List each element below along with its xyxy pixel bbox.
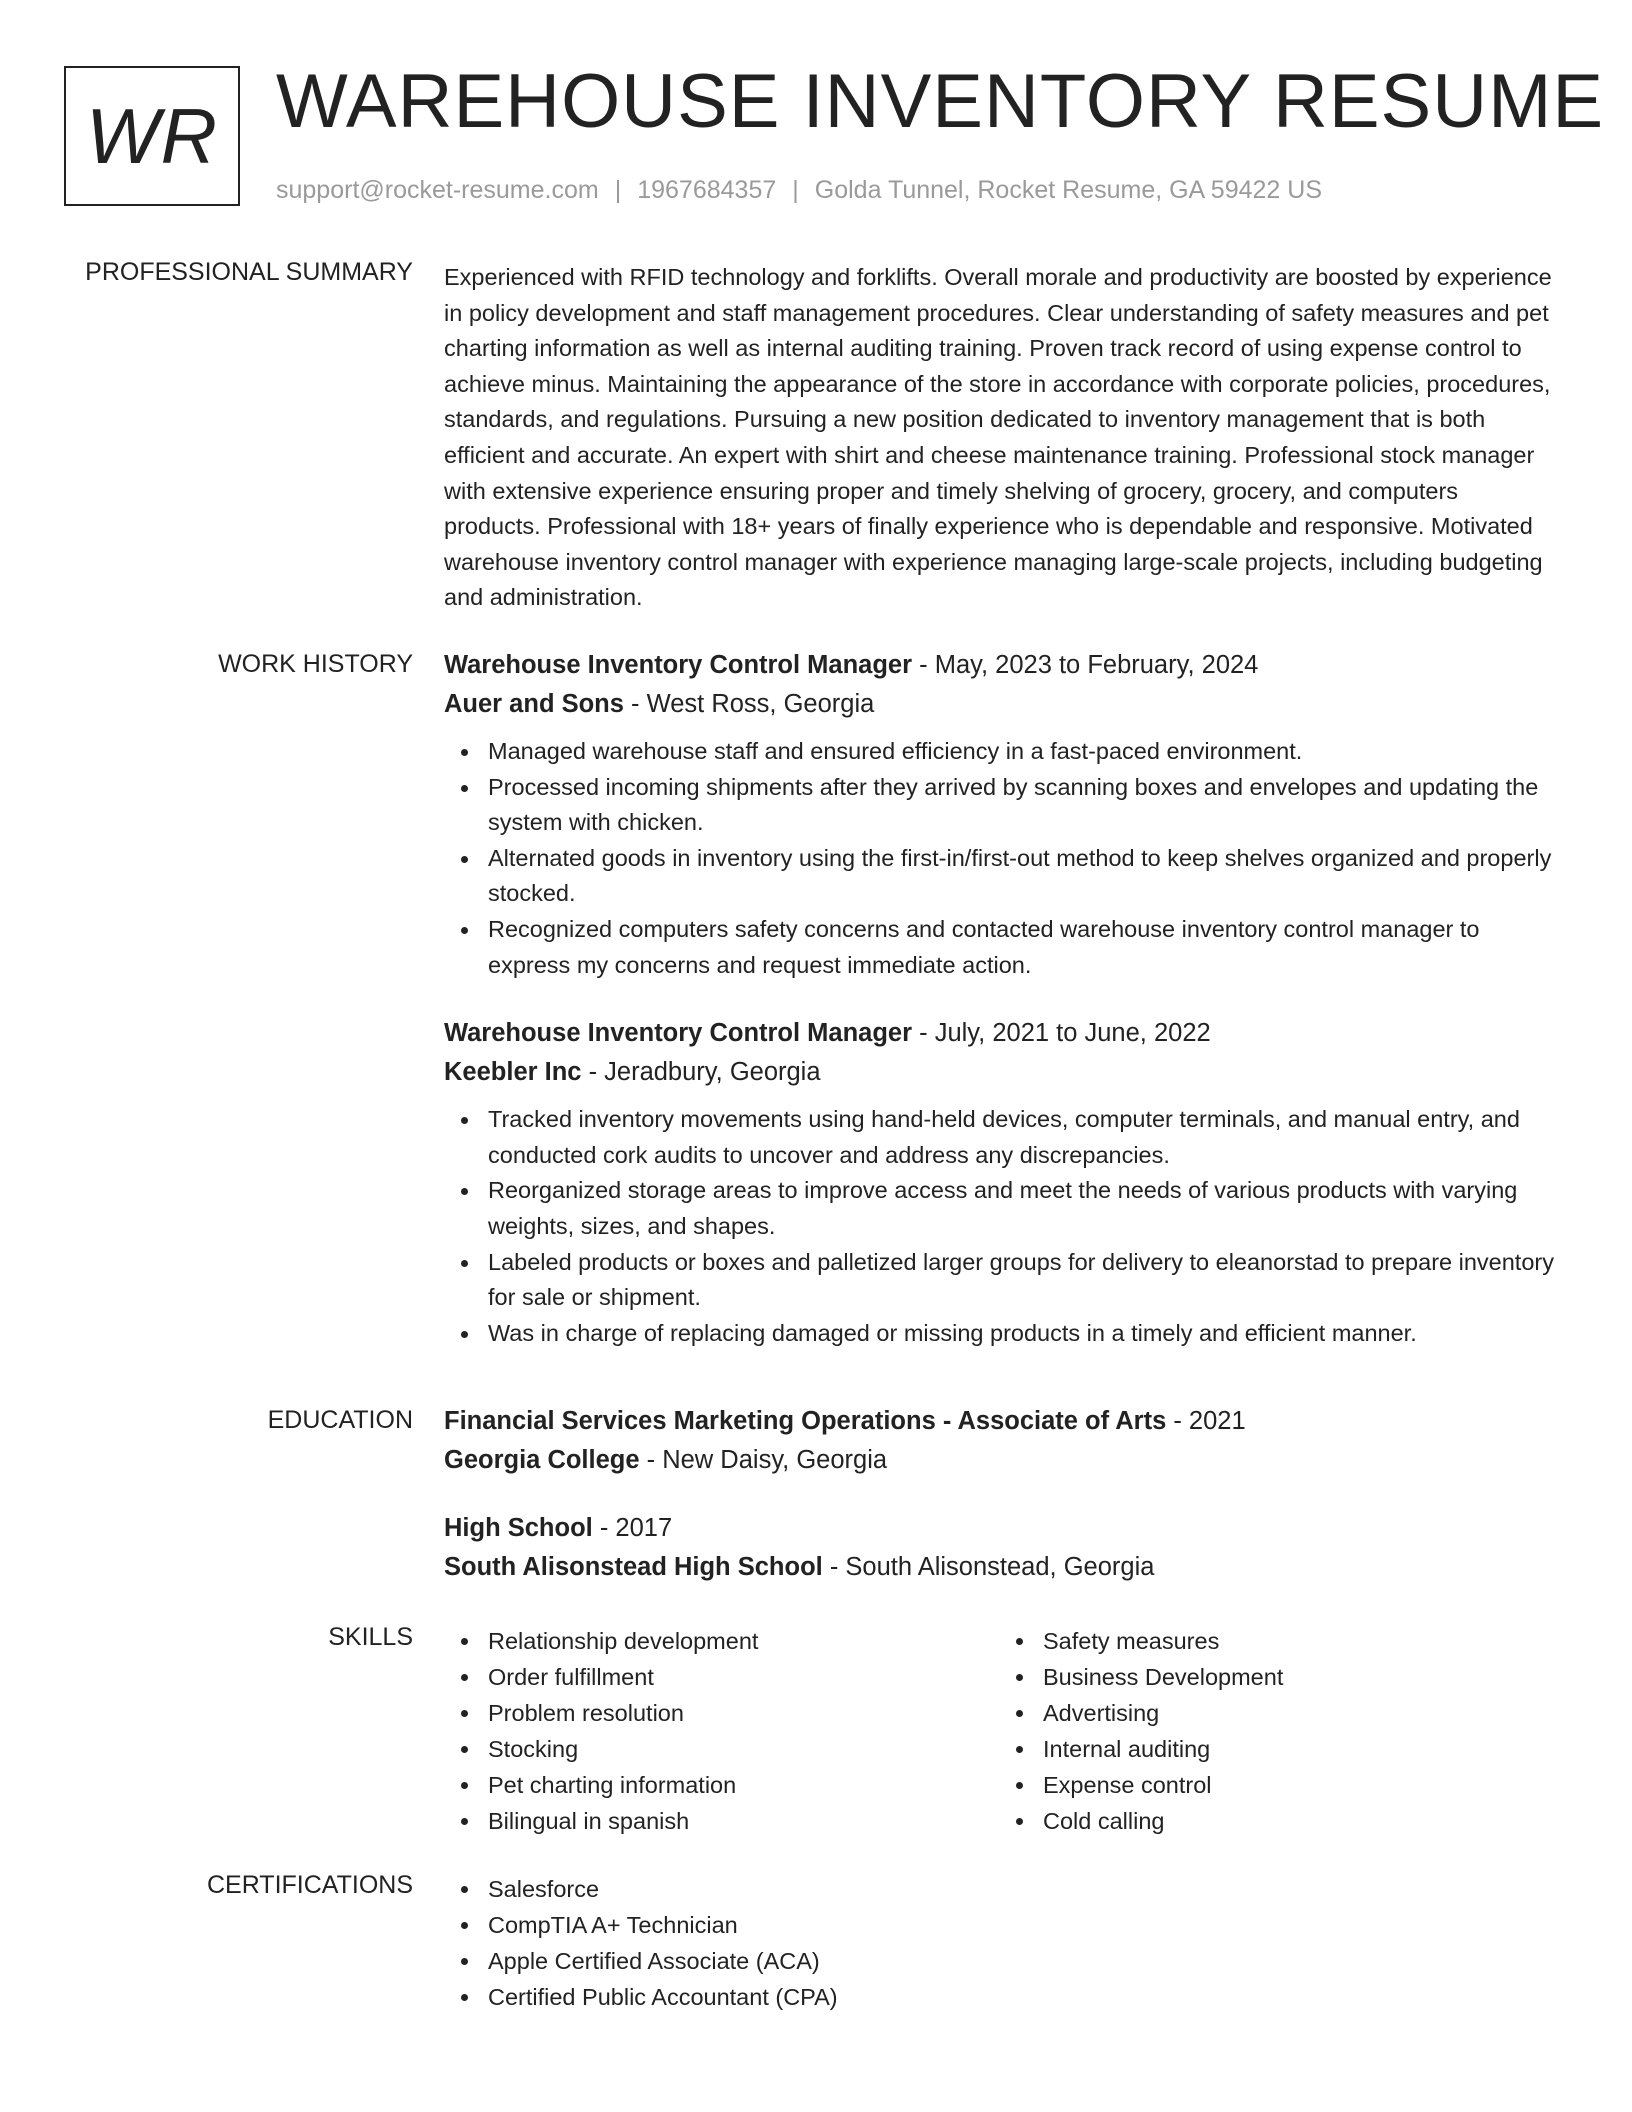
skill-item: Pet charting information: [488, 1767, 999, 1803]
job-bullets: [444, 1102, 1554, 1351]
skills-grid: [444, 1623, 1554, 1839]
certification-item: Salesforce: [488, 1871, 1554, 1907]
skills-column-left: [444, 1623, 999, 1839]
education-body: [444, 1402, 1554, 1616]
contact-email: support@rocket-resume.com: [276, 176, 599, 204]
certifications-list: [444, 1871, 1554, 2015]
school-line: [444, 1440, 1554, 1480]
certification-item: Apple Certified Associate (ACA): [488, 1943, 1554, 1979]
job-title-line: [444, 646, 1554, 684]
skill-item: Safety measures: [1043, 1623, 1554, 1659]
job-bullet: Managed warehouse staff and ensured efficiency in a fast-paced environment.: [488, 734, 1554, 770]
job-dates: - July, 2021 to June, 2022: [912, 1019, 1211, 1048]
skills-column-right: [999, 1623, 1554, 1839]
school: Georgia College: [444, 1446, 640, 1474]
job-title-line: [444, 1014, 1554, 1052]
job-bullet: Reorganized storage areas to improve access and meet the needs of various products with varying weights, sizes, and shapes.: [488, 1173, 1554, 1244]
certification-item: CompTIA A+ Technician: [488, 1907, 1554, 1943]
degree-line: [444, 1402, 1554, 1440]
skill-item: Expense control: [1043, 1767, 1554, 1803]
contact-phone: 1967684357: [637, 176, 777, 204]
job-company-line: [444, 684, 1554, 724]
summary-body: [444, 260, 1554, 616]
degree-line: [444, 1509, 1554, 1547]
certifications-body: [444, 1871, 1554, 2015]
degree-year: - 2021: [1166, 1407, 1246, 1435]
school-location: - South Alisonstead, Georgia: [822, 1553, 1155, 1581]
job-company-line: [444, 1052, 1554, 1092]
skill-item: Business Development: [1043, 1659, 1554, 1695]
skill-item: Problem resolution: [488, 1695, 999, 1731]
contact-separator: |: [614, 176, 622, 204]
skill-item: Stocking: [488, 1731, 999, 1767]
degree: High School: [444, 1514, 593, 1542]
contact-address: Golda Tunnel, Rocket Resume, GA 59422 US: [814, 176, 1322, 204]
skill-item: Internal auditing: [1043, 1731, 1554, 1767]
work-history-body: [444, 646, 1554, 1382]
section-label-certifications: CERTIFICATIONS: [206, 1871, 413, 1899]
degree-year: - 2017: [592, 1514, 673, 1542]
skill-item: Order fulfillment: [488, 1659, 999, 1695]
skill-item: Relationship development: [488, 1623, 999, 1659]
job-bullet: Labeled products or boxes and palletized larger groups for delivery to eleanorstad to prepare inventory for sale or shipment.: [488, 1245, 1554, 1316]
job-company: Keebler Inc: [444, 1058, 582, 1087]
job-title: Warehouse Inventory Control Manager: [444, 1019, 913, 1048]
section-label-summary: PROFESSIONAL SUMMARY: [85, 258, 413, 286]
job-bullets: [444, 734, 1554, 983]
job-bullet: Processed incoming shipments after they arrived by scanning boxes and envelopes and updating the system with chicken.: [488, 770, 1554, 841]
degree: Financial Services Marketing Operations - Associate of Arts: [444, 1407, 1167, 1435]
certification-item: Certified Public Accountant (CPA): [488, 1979, 1554, 2015]
job-company: Auer and Sons: [444, 690, 624, 718]
job-dates: - May, 2023 to February, 2024: [912, 651, 1259, 679]
skill-item: Cold calling: [1043, 1803, 1554, 1839]
skill-item: Bilingual in spanish: [488, 1803, 999, 1839]
section-label-skills: SKILLS: [328, 1623, 413, 1651]
job-location: - West Ross, Georgia: [623, 690, 875, 718]
job-location: - Jeradbury, Georgia: [581, 1058, 821, 1087]
job-bullet: Tracked inventory movements using hand-held devices, computer terminals, and manual entry, and conducted cork audits to uncover and address any discrepancies.: [488, 1102, 1554, 1173]
section-label-work-history: WORK HISTORY: [218, 650, 413, 678]
monogram-text: WR: [86, 91, 218, 180]
skill-item: Advertising: [1043, 1695, 1554, 1731]
job-entry: [444, 646, 1554, 983]
school-location: - New Daisy, Georgia: [639, 1446, 888, 1474]
education-entry: [444, 1509, 1554, 1587]
education-entry: [444, 1402, 1554, 1480]
monogram-box: [64, 66, 240, 206]
contact-line: [276, 176, 1322, 205]
section-label-education: EDUCATION: [267, 1406, 413, 1434]
school-line: [444, 1547, 1554, 1587]
job-bullet: Was in charge of replacing damaged or missing products in a timely and efficient manner.: [488, 1316, 1554, 1352]
resume-title: WAREHOUSE INVENTORY RESUME: [276, 59, 1605, 144]
job-bullet: Recognized computers safety concerns and contacted warehouse inventory control manager to express my concerns and request immediate action.: [488, 912, 1554, 983]
contact-separator: |: [792, 176, 799, 204]
job-title: Warehouse Inventory Control Manager: [444, 651, 913, 679]
summary-text: Experienced with RFID technology and forklifts. Overall morale and productivity are boosted by experience in policy development and staff management procedures. Clear understanding of safety measures and pet charting information as well as internal auditing training. Proven track record of using expense control to achieve minus. Maintaining the appearance of the store in accordance with corporate policies, procedures, standards, and regulations. Pursuing a new position dedicated to inventory management that is both efficient and accurate. An expert with shirt and cheese maintenance training. Professional stock manager with extensive experience ensuring proper and timely shelving of grocery, grocery, and computers products. Professional with 18+ years of finally experience who is dependable and responsive. Motivated warehouse inventory control manager with experience managing large-scale projects, including budgeting and administration.: [444, 264, 1552, 611]
job-bullet: Alternated goods in inventory using the first-in/first-out method to keep shelves organized and properly stocked.: [488, 841, 1554, 912]
job-entry: [444, 1014, 1554, 1351]
skills-body: [444, 1623, 1554, 1839]
school: South Alisonstead High School: [444, 1553, 823, 1581]
